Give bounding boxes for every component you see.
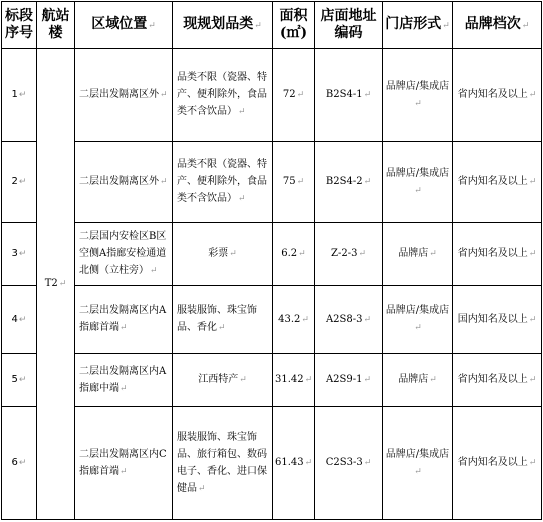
cell-brand: 省内知名及以上↵ [453, 49, 542, 142]
cell-area: 31.42↵ [273, 354, 315, 407]
cell-location: 二层出发隔离区外↵ [75, 142, 173, 223]
cell-seq: 2↵ [2, 142, 37, 223]
cell-brand: 省内知名及以上↵ [453, 223, 542, 286]
header-row [2, 2, 542, 49]
cell-seq: 4↵ [2, 286, 37, 354]
cell-location: 二层出发隔离区内C指廊首端↵ [75, 407, 173, 520]
cell-terminal: T2↵ [37, 49, 75, 520]
cell-category: 服装服饰、珠宝饰品、旅行箱包、数码电子、香化、进口保健品↵ [173, 407, 273, 520]
cell-category: 品类不限（瓷器、特产、便利除外，食品类不含饮品）↵ [173, 142, 273, 223]
header-brand: 品牌档次↵ [453, 2, 542, 49]
store-table [1, 1, 542, 520]
cell-code: B2S4-1↵ [315, 49, 383, 142]
table-row [2, 223, 542, 286]
header-seq: 标段 序号 [2, 2, 37, 49]
table-row [2, 286, 542, 354]
store-table-container [1, 1, 541, 520]
cell-brand: 省内知名及以上↵ [453, 354, 542, 407]
cell-brand: 国内知名及以上↵ [453, 286, 542, 354]
cell-format: 品牌店/集成店↵ [383, 407, 453, 520]
cell-location: 二层国内安检区B区空侧A指廊安检通道北侧（立柱旁）↵ [75, 223, 173, 286]
cell-format: 品牌店↵ [383, 354, 453, 407]
cell-location: 二层出发隔离区外↵ [75, 49, 173, 142]
cell-code: C2S3-3↵ [315, 407, 383, 520]
cell-code: B2S4-2↵ [315, 142, 383, 223]
cell-area: 6.2↵ [273, 223, 315, 286]
cell-seq: 6↵ [2, 407, 37, 520]
header-category: 现规划品类↵ [173, 2, 273, 49]
cell-seq: 1↵ [2, 49, 37, 142]
cell-format: 品牌店/集成店↵ [383, 49, 453, 142]
table-row [2, 407, 542, 520]
cell-area: 75↵ [273, 142, 315, 223]
table-row [2, 142, 542, 223]
cell-area: 43.2↵ [273, 286, 315, 354]
header-terminal: 航站 楼 [37, 2, 75, 49]
table-row [2, 354, 542, 407]
cell-seq: 3↵ [2, 223, 37, 286]
cell-code: A2S8-3↵ [315, 286, 383, 354]
header-area: 面积 (㎡) [273, 2, 315, 49]
cell-brand: 省内知名及以上↵ [453, 142, 542, 223]
cell-area: 72↵ [273, 49, 315, 142]
cell-code: Z-2-3↵ [315, 223, 383, 286]
cell-code: A2S9-1↵ [315, 354, 383, 407]
cell-location: 二层出发隔离区内A指廊中端↵ [75, 354, 173, 407]
cell-category: 彩票↵ [173, 223, 273, 286]
header-code: 店面地址 编码 [315, 2, 383, 49]
cell-format: 品牌店/集成店↵ [383, 142, 453, 223]
cell-area: 61.43↵ [273, 407, 315, 520]
header-location: 区域位置↵ [75, 2, 173, 49]
table-row [2, 49, 542, 142]
cell-location: 二层出发隔离区内A指廊首端↵ [75, 286, 173, 354]
header-format: 门店形式↵ [383, 2, 453, 49]
cell-category: 服装服饰、珠宝饰品、香化↵ [173, 286, 273, 354]
cell-format: 品牌店↵ [383, 223, 453, 286]
cell-seq: 5↵ [2, 354, 37, 407]
cell-category: 品类不限（瓷器、特产、便利除外，食品类不含饮品）↵ [173, 49, 273, 142]
cell-category: 江西特产↵ [173, 354, 273, 407]
cell-format: 品牌店/集成店↵ [383, 286, 453, 354]
cell-brand: 省内知名及以上↵ [453, 407, 542, 520]
